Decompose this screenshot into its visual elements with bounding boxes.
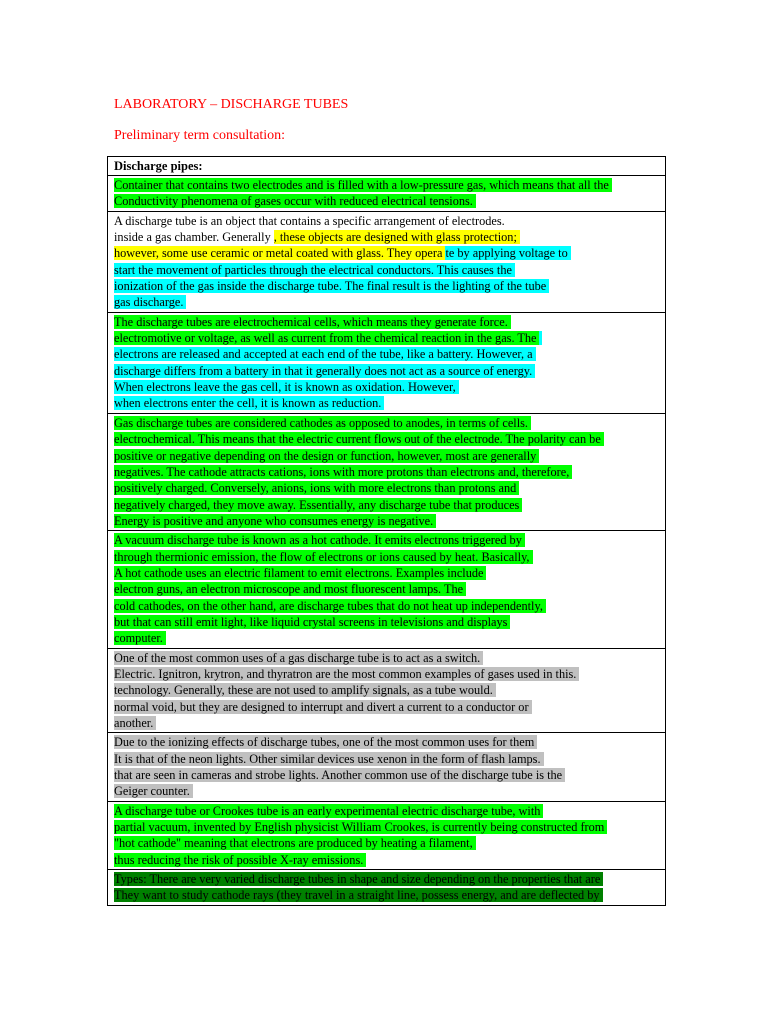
- text-line: [114, 532, 665, 548]
- highlighted-text: negatively charged, they move away. Essentially, any discharge tube that produces: [114, 498, 522, 512]
- text-line: [114, 598, 665, 614]
- table-body: [108, 176, 665, 906]
- text-line: [114, 431, 665, 447]
- text-line: [114, 330, 665, 346]
- text-line: [114, 565, 665, 581]
- highlighted-text: when electrons enter the cell, it is known as reduction.: [114, 396, 384, 410]
- highlighted-text: computer.: [114, 631, 166, 645]
- text-line: [114, 581, 665, 597]
- highlighted-text: [539, 331, 542, 345]
- highlighted-text: ionization of the gas inside the discharge tube. The final result is the lighting of the tube: [114, 279, 549, 293]
- text-line: [114, 448, 665, 464]
- text-line: [114, 699, 665, 715]
- highlighted-text: negatives. The cathode attracts cations, ions with more protons than electrons and, therefore,: [114, 465, 572, 479]
- highlighted-text: however, some use ceramic or metal coated with glass. They opera: [114, 246, 445, 260]
- highlighted-text: positive or negative depending on the design or function, however, most are generally: [114, 449, 539, 463]
- text-line: [114, 497, 665, 513]
- text-line: [114, 395, 665, 411]
- highlighted-text: A discharge tube is an object that contains a specific arrangement of electrodes.: [114, 213, 505, 228]
- highlighted-text: gas discharge.: [114, 295, 186, 309]
- text-line: [114, 464, 665, 480]
- text-line: [114, 734, 665, 750]
- table-row: [108, 176, 665, 212]
- text-line: [114, 666, 665, 682]
- highlighted-text: Energy is positive and anyone who consumes energy is negative.: [114, 514, 436, 528]
- highlighted-text: A discharge tube or Crookes tube is an early experimental electric discharge tube, with: [114, 804, 543, 818]
- highlighted-text: Gas discharge tubes are considered cathodes as opposed to anodes, in terms of cells.: [114, 416, 531, 430]
- highlighted-text: thus reducing the risk of possible X-ray emissions.: [114, 853, 366, 867]
- text-line: [114, 751, 665, 767]
- highlighted-text: Container that contains two electrodes and is filled with a low-pressure gas, which means that all the: [114, 178, 612, 192]
- highlighted-text: Due to the ionizing effects of discharge tubes, one of the most common uses for them: [114, 735, 537, 749]
- highlighted-text: discharge differs from a battery in that it generally does not act as a source of energy.: [114, 364, 535, 378]
- document-title: LABORATORY – DISCHARGE TUBES: [114, 97, 349, 112]
- text-line: [114, 245, 665, 261]
- highlighted-text: te by applying voltage to: [445, 246, 570, 260]
- text-line: [114, 715, 665, 731]
- text-line: [114, 803, 665, 819]
- highlighted-text: Types: There are very varied discharge tubes in shape and size depending on the properties that are: [114, 872, 603, 886]
- highlighted-text: electrons are released and accepted at each end of the tube, like a battery. However, a: [114, 347, 536, 361]
- highlighted-text: One of the most common uses of a gas discharge tube is to act as a switch.: [114, 651, 483, 665]
- highlighted-text: They want to study cathode rays (they travel in a straight line, possess energy, and are deflected by: [114, 888, 603, 902]
- table-heading: Discharge pipes:: [108, 157, 665, 176]
- highlighted-text: electromotive or voltage, as well as current from the chemical reaction in the gas. The: [114, 331, 539, 345]
- highlighted-text: Geiger counter.: [114, 784, 193, 798]
- highlighted-text: "hot cathode" meaning that electrons are produced by heating a filament,: [114, 836, 476, 850]
- table-row: [108, 649, 665, 734]
- highlighted-text: , these objects are designed with glass protection;: [274, 230, 520, 244]
- highlighted-text: technology. Generally, these are not used to amplify signals, as a tube would.: [114, 683, 496, 697]
- text-line: [114, 177, 665, 193]
- text-line: [114, 480, 665, 496]
- table-row: [108, 733, 665, 801]
- highlighted-text: A vacuum discharge tube is known as a hot cathode. It emits electrons triggered by: [114, 533, 525, 547]
- text-line: [114, 650, 665, 666]
- text-line: [114, 513, 665, 529]
- table-row: [108, 313, 665, 414]
- highlighted-text: electron guns, an electron microscope and most fluorescent lamps. The: [114, 582, 466, 596]
- text-line: [114, 835, 665, 851]
- highlighted-text: inside a gas chamber. Generally: [114, 230, 271, 245]
- highlighted-text: through thermionic emission, the flow of electrons or ions caused by heat. Basically,: [114, 550, 533, 564]
- text-line: [114, 887, 665, 903]
- highlighted-text: start the movement of particles through the electrical conductors. This causes the: [114, 263, 515, 277]
- document-subtitle: Preliminary term consultation:: [114, 128, 286, 143]
- highlighted-text: but that can still emit light, like liquid crystal screens in televisions and displays: [114, 615, 510, 629]
- highlighted-text: When electrons leave the gas cell, it is known as oxidation. However,: [114, 380, 459, 394]
- text-line: [114, 767, 665, 783]
- text-line: [114, 630, 665, 646]
- highlighted-text: normal void, but they are designed to interrupt and divert a current to a conductor or: [114, 700, 532, 714]
- table-row: [108, 870, 665, 906]
- text-line: [114, 363, 665, 379]
- text-line: [114, 346, 665, 362]
- highlighted-text: positively charged. Conversely, anions, ions with more electrons than protons and: [114, 481, 519, 495]
- highlighted-text: A hot cathode uses an electric filament to emit electrons. Examples include: [114, 566, 486, 580]
- discharge-tubes-table: [107, 156, 666, 906]
- text-line: [114, 213, 665, 229]
- text-line: [114, 314, 665, 330]
- text-line: [114, 783, 665, 799]
- text-line: [114, 262, 665, 278]
- highlighted-text: Electric. Ignitron, krytron, and thyratron are the most common examples of gases used in this.: [114, 667, 579, 681]
- text-line: [114, 229, 665, 245]
- highlighted-text: The discharge tubes are electrochemical cells, which means they generate force.: [114, 315, 511, 329]
- table-row: [108, 802, 665, 870]
- text-line: [114, 682, 665, 698]
- table-row: [108, 531, 665, 648]
- text-line: [114, 852, 665, 868]
- highlighted-text: It is that of the neon lights. Other similar devices use xenon in the form of flash lamps.: [114, 752, 544, 766]
- text-line: [114, 549, 665, 565]
- highlighted-text: that are seen in cameras and strobe lights. Another common use of the discharge tube is the: [114, 768, 565, 782]
- text-line: [114, 294, 665, 310]
- table-row: [108, 414, 665, 531]
- text-line: [114, 379, 665, 395]
- highlighted-text: cold cathodes, on the other hand, are discharge tubes that do not heat up independently,: [114, 599, 546, 613]
- text-line: [114, 415, 665, 431]
- highlighted-text: another.: [114, 716, 156, 730]
- table-row: [108, 212, 665, 313]
- text-line: [114, 871, 665, 887]
- highlighted-text: Conductivity phenomena of gases occur with reduced electrical tensions.: [114, 194, 476, 208]
- text-line: [114, 819, 665, 835]
- text-line: [114, 278, 665, 294]
- highlighted-text: partial vacuum, invented by English physicist William Crookes, is currently being constructed from: [114, 820, 607, 834]
- highlighted-text: electrochemical. This means that the electric current flows out of the electrode. The polarity can be: [114, 432, 604, 446]
- text-line: [114, 614, 665, 630]
- text-line: [114, 193, 665, 209]
